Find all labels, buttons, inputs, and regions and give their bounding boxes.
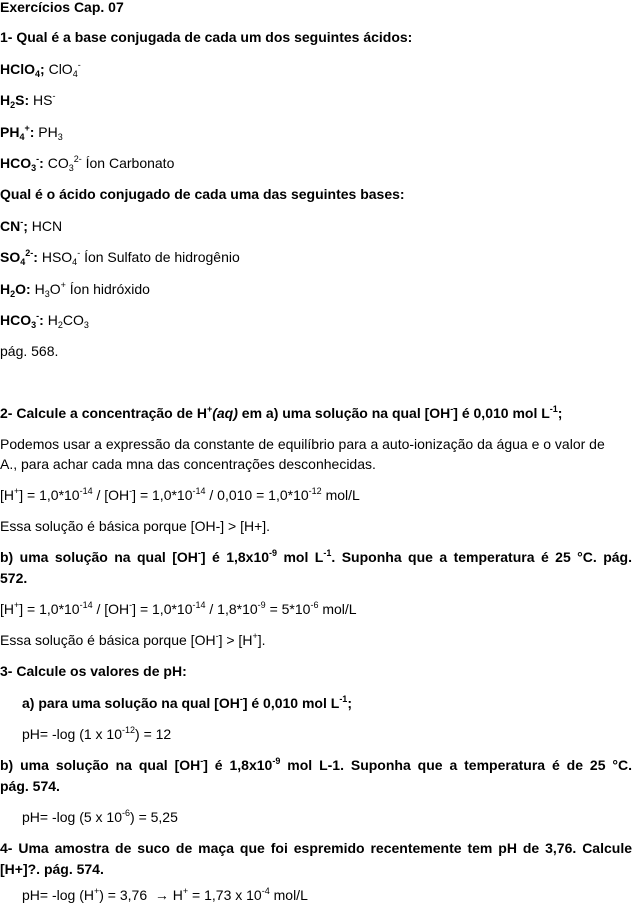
q1-line-h2s: $H_2S$: HS- <box>0 91 56 110</box>
q2-text-2: A., para achar cada mna das concentrações desconhecidas. <box>0 456 376 472</box>
q3-b-ph: pH= -log (5 x $10^{-6}) = 5,25$ <box>22 808 178 825</box>
page-title: Exercícios Cap. 07 <box>0 0 124 15</box>
q1-line-so4: $SO_4^{2-}$: $HSO_4^-$ Íon Sulfato de hidrogênio <box>0 248 240 267</box>
q4-answer: pH= -log (H+) = 3,76 → H+ = 1,73 x $10^{-4}$ mol/L <box>22 886 308 903</box>
q1-line-h2o: $H_2O$: $H_3O^+$ Íon hidróxido <box>0 280 150 299</box>
q4-prompt: 4- Uma amostra de suco de maça que foi espremido recentemente tem pH de 3,76. Calcule <box>0 840 632 856</box>
carbonato-label: Íon Carbonato <box>85 155 175 171</box>
q2-calc-2: $[H^+] = 1,0*10^{-14} / [OH^-] = 1,0*10^{-14} / 1,8*10^{-9} = 5*10^{-6}$ mol/L <box>0 600 357 617</box>
q1-line-hco3-b: $HCO_3^-$: $H_2CO_3$ <box>0 311 89 330</box>
q3-b-prompt: b) uma solução na qual [OH-] é $1,8x10^{-9}$ mol L-1. Suponha que a temperatura é de 25 °C. <box>0 756 632 773</box>
q1-prompt-2: Qual é o ácido conjugado de cada uma das seguintes bases: <box>0 186 405 202</box>
arrow-right-icon: → <box>154 887 169 903</box>
q3-a-ph: pH= -log (1 x $10^{-12}) = 12$ <box>22 725 172 742</box>
q1-page-ref: pág. 568. <box>0 343 59 359</box>
q1-prompt: 1- Qual é a base conjugada de cada um dos seguintes ácidos: <box>0 29 413 45</box>
q2-basic-1: Essa solução é básica porque [OH-] > [H+]. <box>0 518 271 534</box>
q1-line-ph4: $PH_4^+$: $PH_3$ <box>0 123 63 142</box>
q2-prompt: 2- Calcule a concentração de H+(aq) em a) uma solução na qual [OH-] é 0,010 mol $L^{-1}$; <box>0 404 563 421</box>
q2-text-1: Podemos usar a expressão da constante de equilíbrio para a auto-ionização da água e o valor de <box>0 436 605 452</box>
q3-prompt: 3- Calcule os valores de pH: <box>0 663 187 679</box>
q1-line-hco3: $HCO_3^-$: $CO_3^{2-}$ Íon Carbonato <box>0 154 175 173</box>
q3-a-prompt: a) para uma solução na qual [OH-] é 0,010 mol $L^{-1}$; <box>22 694 352 711</box>
q2-prompt-b: b) uma solução na qual [OH-] é $1,8x10^{-9}$ mol $L^{-1}$. Suponha que a temperatura é 25 °C. pág. <box>0 548 632 565</box>
q2-calc-1: $[H^+] = 1,0*10^{-14} / [OH^-] = 1,0*10^{-14} / 0,010 = 1,0*10^{-12}$ mol/L <box>0 486 360 503</box>
q2-prompt-b-page: 572. <box>0 570 28 586</box>
q1-line-cn: CN-; HCN <box>0 217 63 234</box>
q2-basic-2: Essa solução é básica porque [OH-] > [H+]. <box>0 631 266 648</box>
hidroxido-label: Íon hidróxido <box>69 281 150 297</box>
sulfato-label: Íon Sulfato de hidrogênio <box>84 249 240 265</box>
q1-line-hclo4: HClO$_4$; ClO$_4$- <box>0 60 81 79</box>
q3-b-page: pág. 574. <box>0 778 60 794</box>
q4-prompt-2: [H+]?. pág. 574. <box>0 861 104 877</box>
